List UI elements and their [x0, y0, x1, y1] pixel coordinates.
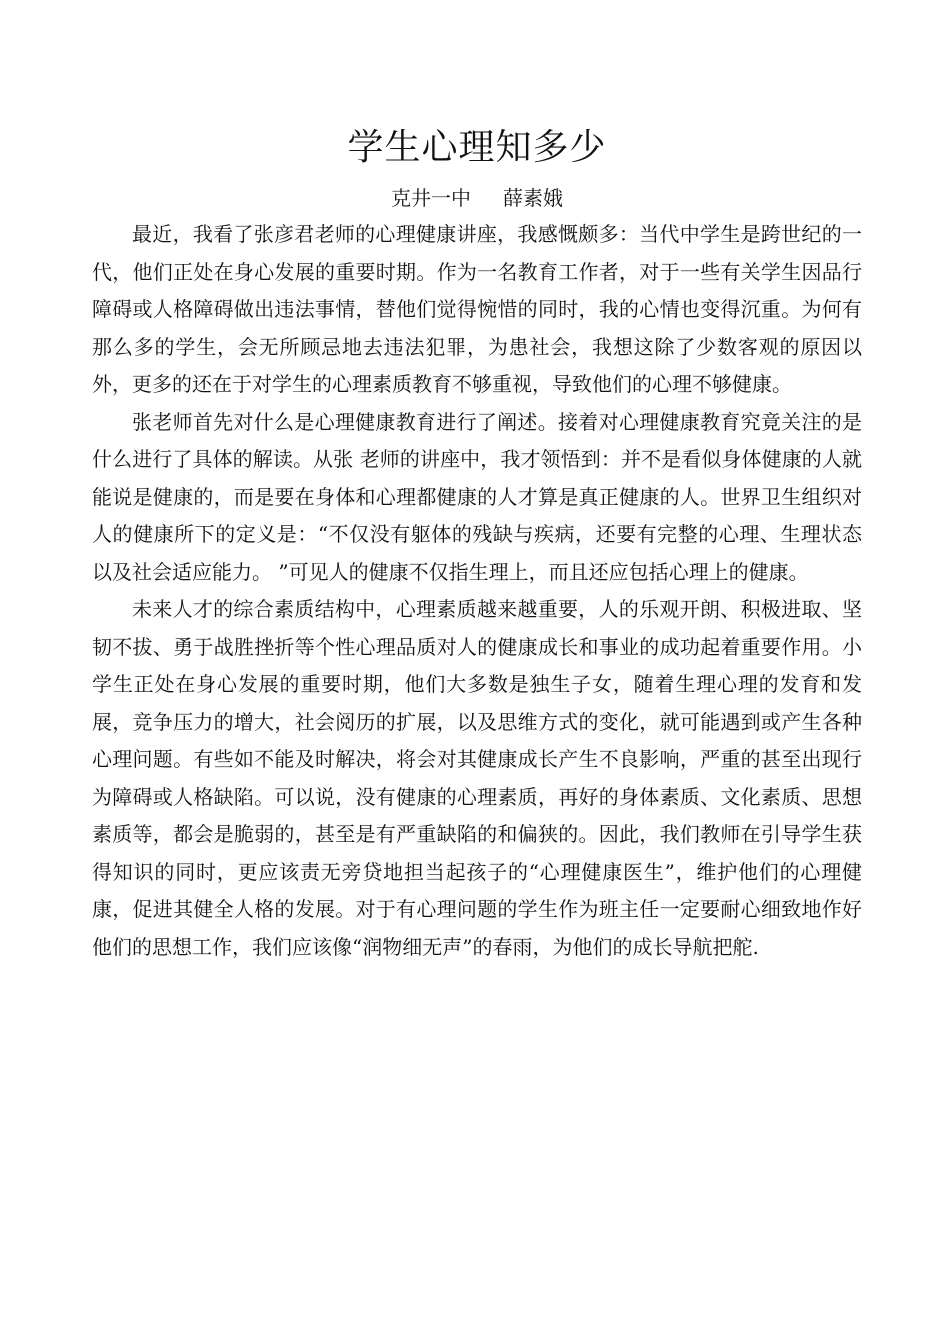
paragraph-1: 最近，我看了张彦君老师的心理健康讲座，我感慨颇多：当代中学生是跨世纪的一代，他们正处在身心发展的重要时期。作为一名教育工作者，对于一些有关学生因品行障碍或人格障碍做出违法事情，替他们觉得惋惜的同时，我的心情也变得沉重。为何有那么多的学生，会无所顾忌地去违法犯罪，为患社会，我想这除了少数客观的原因以外，更多的还在于对学生的心理素质教育不够重视，导致他们的心理不够健康。	[92, 222, 862, 396]
paragraph-3: 未来人才的综合素质结构中，心理素质越来越重要，人的乐观开朗、积极进取、坚韧不拔、勇于战胜挫折等个性心理品质对人的健康成长和事业的成功起着重要作用。小学生正处在身心发展的重要时期，他们大多数是独生子女，随着生理心理的发育和发展，竞争压力的增大，社会阅历的扩展，以及思维方式的变化，就可能遇到或产生各种心理问题。有些如不能及时解决，将会对其健康成长产生不良影响，严重的甚至出现行为障碍或人格缺陷。可以说，没有健康的心理素质，再好的身体素质、文化素质、思想素质等，都会是脆弱的，甚至是有严重缺陷的和偏狭的。因此，我们教师在引导学生获得知识的同时，更应该责无旁贷地担当起孩子的“心理健康医生”，维护他们的心理健康，促进其健全人格的发展。对于有心理问题的学生作为班主任一定要耐心细致地作好他们的思想工作，我们应该像“润物细无声”的春雨，为他们的成长导航把舵.	[92, 597, 862, 959]
byline	[92, 182, 862, 214]
paragraph-2: 张老师首先对什么是心理健康教育进行了阐述。接着对心理健康教育究竟关注的是什么进行了具体的解读。从张 老师的讲座中，我才领悟到：并不是看似身体健康的人就能说是健康的，而是要在身体和心理都健康的人才算是真正健康的人。世界卫生组织对人的健康所下的定义是：“不仅没有躯体的残缺与疾病，还要有完整的心理、生理状态以及社会适应能力。 ”可见人的健康不仅指生理上，而且还应包括心理上的健康。	[92, 409, 862, 584]
document-page	[92, 118, 862, 966]
author-name: 薛素娥	[503, 186, 563, 210]
document-title: 学生心理知多少	[347, 127, 607, 168]
author-school: 克井一中	[391, 186, 471, 210]
